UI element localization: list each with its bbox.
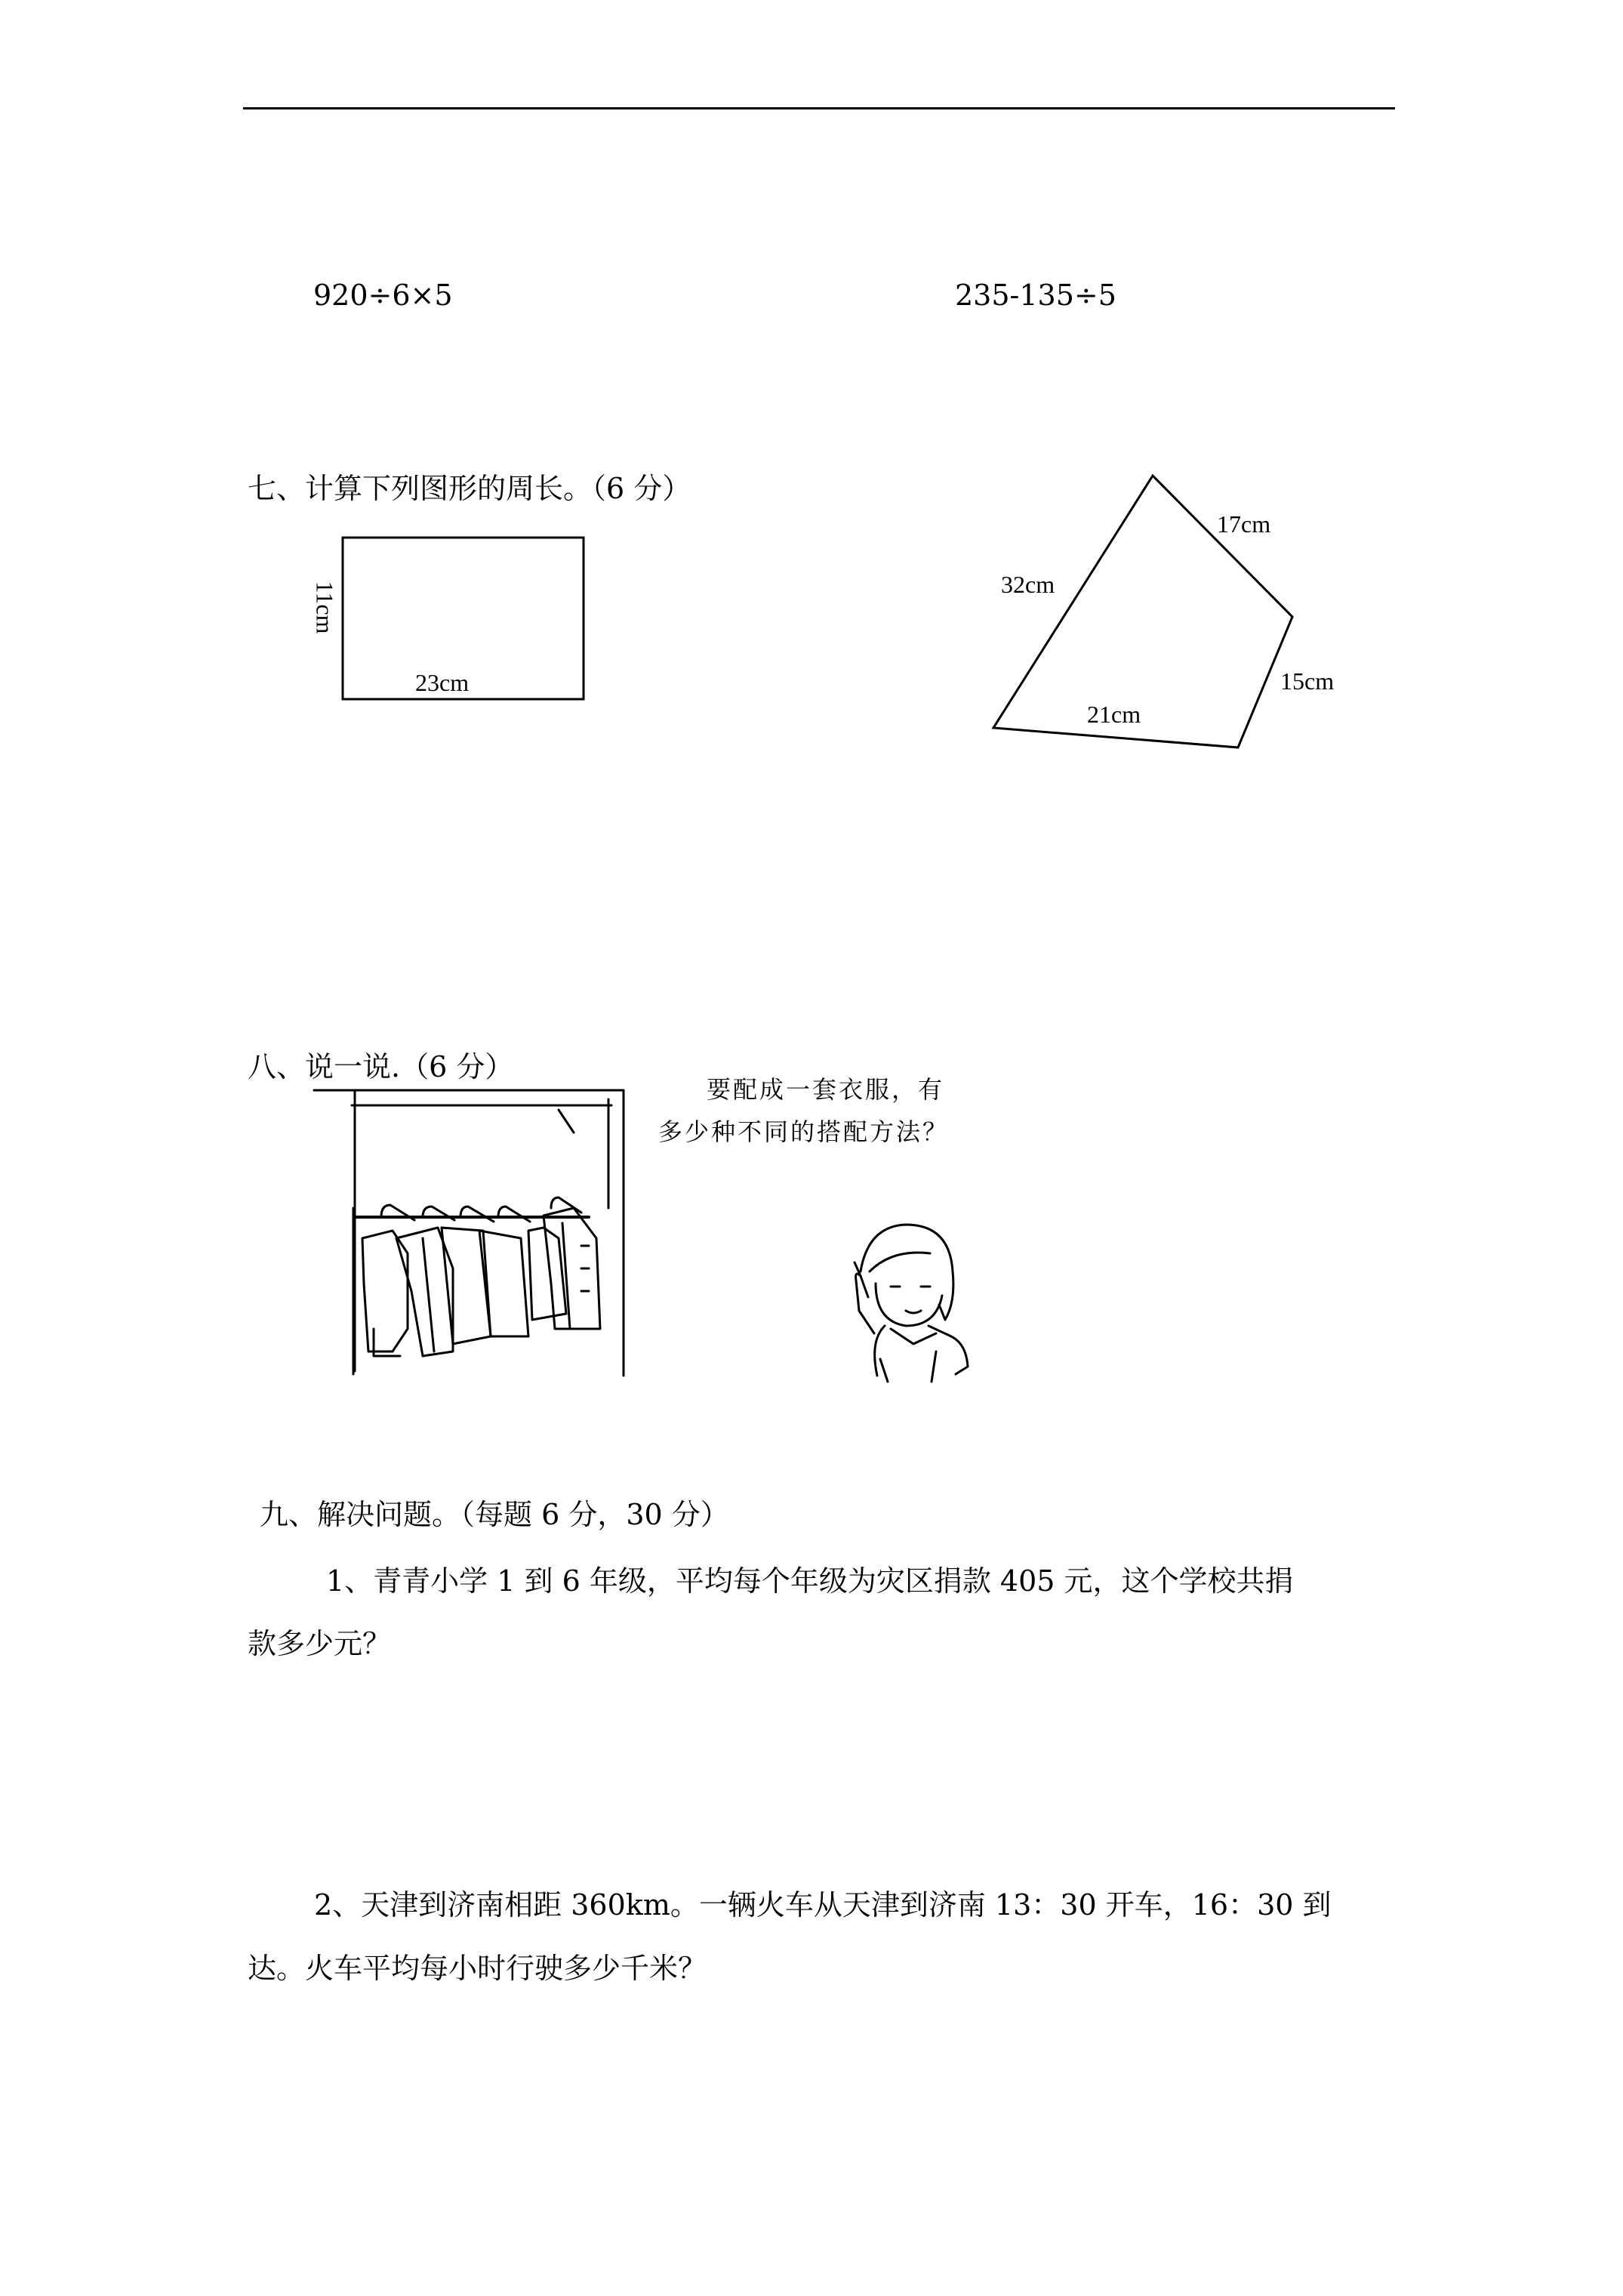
section8-heading: 八、说一说.（6 分） bbox=[248, 1050, 514, 1083]
expression-left: 920÷6×5 bbox=[313, 279, 453, 312]
expression-right: 235-135÷5 bbox=[955, 279, 1116, 312]
rectangle-height-label: 11cm bbox=[311, 581, 339, 634]
question2-line2: 达。火车平均每小时行驶多少千米？ bbox=[248, 1952, 707, 1985]
question2-line1: 2、天津到济南相距 360km。一辆火车从天津到济南 13：30 开车，16：30 到 bbox=[314, 1888, 1332, 1922]
quad-side-bottom-label: 21cm bbox=[1087, 701, 1141, 728]
quad-side-left-label: 32cm bbox=[1001, 571, 1055, 598]
quad-side-right-label: 15cm bbox=[1280, 667, 1335, 695]
question1-line1: 1、青青小学 1 到 6 年级，平均每个年级为灾区捐款 405 元，这个学校共捐 bbox=[326, 1564, 1294, 1598]
question1-line2: 款多少元？ bbox=[248, 1627, 392, 1660]
rectangle-width-label: 23cm bbox=[415, 669, 470, 696]
section9-heading: 九、解决问题。（每题 6 分，30 分） bbox=[260, 1498, 729, 1531]
section7-heading: 七、计算下列图形的周长。（6 分） bbox=[248, 472, 691, 505]
speech-line-2: 多少种不同的搭配方法？ bbox=[658, 1117, 950, 1146]
quad-side-top-right-label: 17cm bbox=[1217, 510, 1271, 538]
speech-line-1: 要配成一套衣服，有 bbox=[707, 1075, 945, 1104]
